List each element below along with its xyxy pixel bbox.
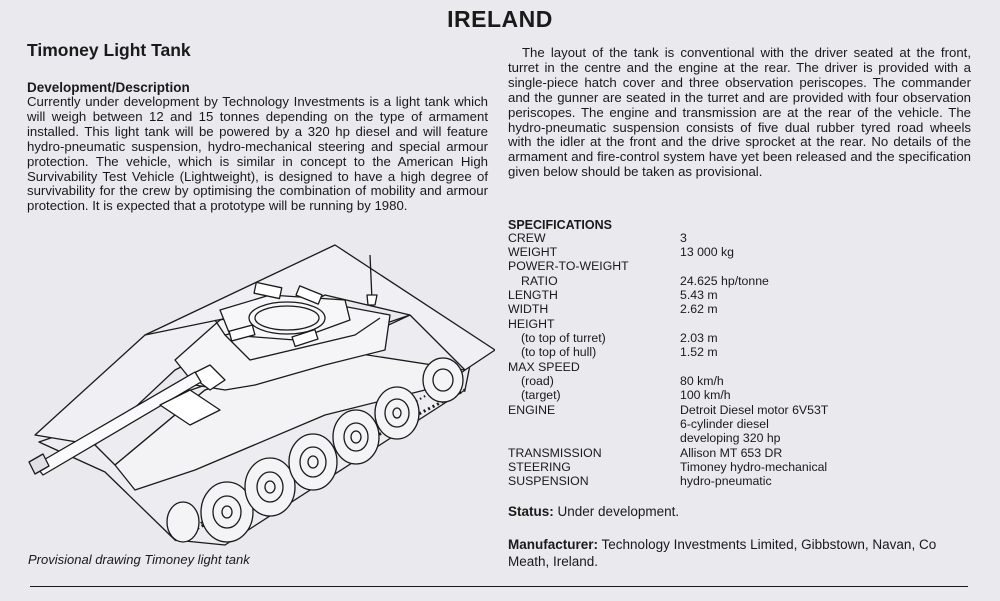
spec-value-speed-target: 100 km/h: [680, 388, 731, 402]
layout-paragraph: The layout of the tank is conventional with the driver seated at the front, turret in the centre and the engine at the rear. The driver is provided with a single-piece hatch cover and three observation periscopes. The commander and the gunner are seated in the turret and are provided with four observation periscopes. The engine and transmission are at the rear of the vehicle. The hydro-pneumatic suspension consists of five dual rubber tyred road wheels with the idler at the front and the drive sprocket at the rear. No details of the armament and fire-control system have yet been released and the specification given below should be taken as provisional.: [508, 45, 971, 180]
spec-label-weight: WEIGHT: [508, 245, 558, 259]
idler-wheel: [167, 502, 199, 542]
development-paragraph: Currently under development by Technology Investments is a light tank which will weigh between 12 and 15 tonnes depending on the type of armament installed. This light tank will be powered by a 320 hp diesel and will feature hydro-pneumatic suspension, hydro-mechanical steering and special armour protection. The vehicle, which is similar in concept to the American High Survivability Test Vehicle (Lightweight), is designed to have a high degree of survivability for the crew by optimising the combination of mobility and armour protection. It is expected that a prototype will be running by 1980.: [27, 94, 488, 214]
spec-label-height-hull: (to top of hull): [521, 345, 597, 359]
spec-label-length: LENGTH: [508, 288, 558, 302]
spec-label-max-speed: MAX SPEED: [508, 360, 580, 374]
spec-label-ratio: RATIO: [521, 274, 558, 288]
spec-label-height: HEIGHT: [508, 317, 555, 331]
spec-value-length: 5.43 m: [680, 288, 718, 302]
spec-label-crew: CREW: [508, 231, 546, 245]
specifications-heading: SPECIFICATIONS: [508, 218, 612, 232]
figure-caption: Provisional drawing Timoney light tank: [28, 552, 250, 567]
spec-label-power-to-weight: POWER-TO-WEIGHT: [508, 259, 629, 273]
status-line: [508, 504, 679, 519]
spec-value-transmission: Allison MT 653 DR: [680, 446, 783, 460]
spec-label-speed-road: (road): [521, 374, 554, 388]
spec-value-speed-road: 80 km/h: [680, 374, 724, 388]
spec-label-height-turret: (to top of turret): [521, 331, 606, 345]
spec-value-steering: Timoney hydro-mechanical: [680, 460, 828, 474]
vehicle-title: Timoney Light Tank: [27, 40, 191, 60]
status-value: Under development.: [557, 504, 680, 519]
status-label: Status:: [508, 504, 554, 519]
spec-value-engine-power: developing 320 hp: [680, 431, 781, 445]
spec-value-suspension: hydro-pneumatic: [680, 474, 772, 488]
spec-label-width: WIDTH: [508, 302, 549, 316]
footer-divider: [30, 586, 968, 587]
manufacturer-line: [508, 537, 973, 570]
spec-value-engine: Detroit Diesel motor 6V53T: [680, 403, 829, 417]
page-title: IRELAND: [447, 6, 553, 32]
manufacturer-value: Technology Investments Limited, Gibbstown, Navan, Co Meath, Ireland.: [508, 537, 937, 569]
spec-value-weight: 13 000 kg: [680, 245, 735, 259]
spec-label-transmission: TRANSMISSION: [508, 446, 602, 460]
spec-label-speed-target: (target): [521, 388, 561, 402]
spec-label-engine: ENGINE: [508, 403, 556, 417]
spec-label-suspension: SUSPENSION: [508, 474, 589, 488]
spec-value-ratio: 24.625 hp/tonne: [680, 274, 769, 288]
tank-drawing: [25, 240, 495, 550]
drive-sprocket: [423, 358, 463, 402]
section-heading: Development/Description: [27, 80, 190, 95]
spec-value-crew: 3: [680, 231, 687, 245]
spec-label-steering: STEERING: [508, 460, 571, 474]
spec-value-height-hull: 1.52 m: [680, 345, 718, 359]
spec-value-engine-type: 6-cylinder diesel: [680, 417, 769, 431]
spec-value-width: 2.62 m: [680, 302, 718, 316]
spec-value-height-turret: 2.03 m: [680, 331, 718, 345]
manufacturer-label: Manufacturer:: [508, 537, 599, 552]
